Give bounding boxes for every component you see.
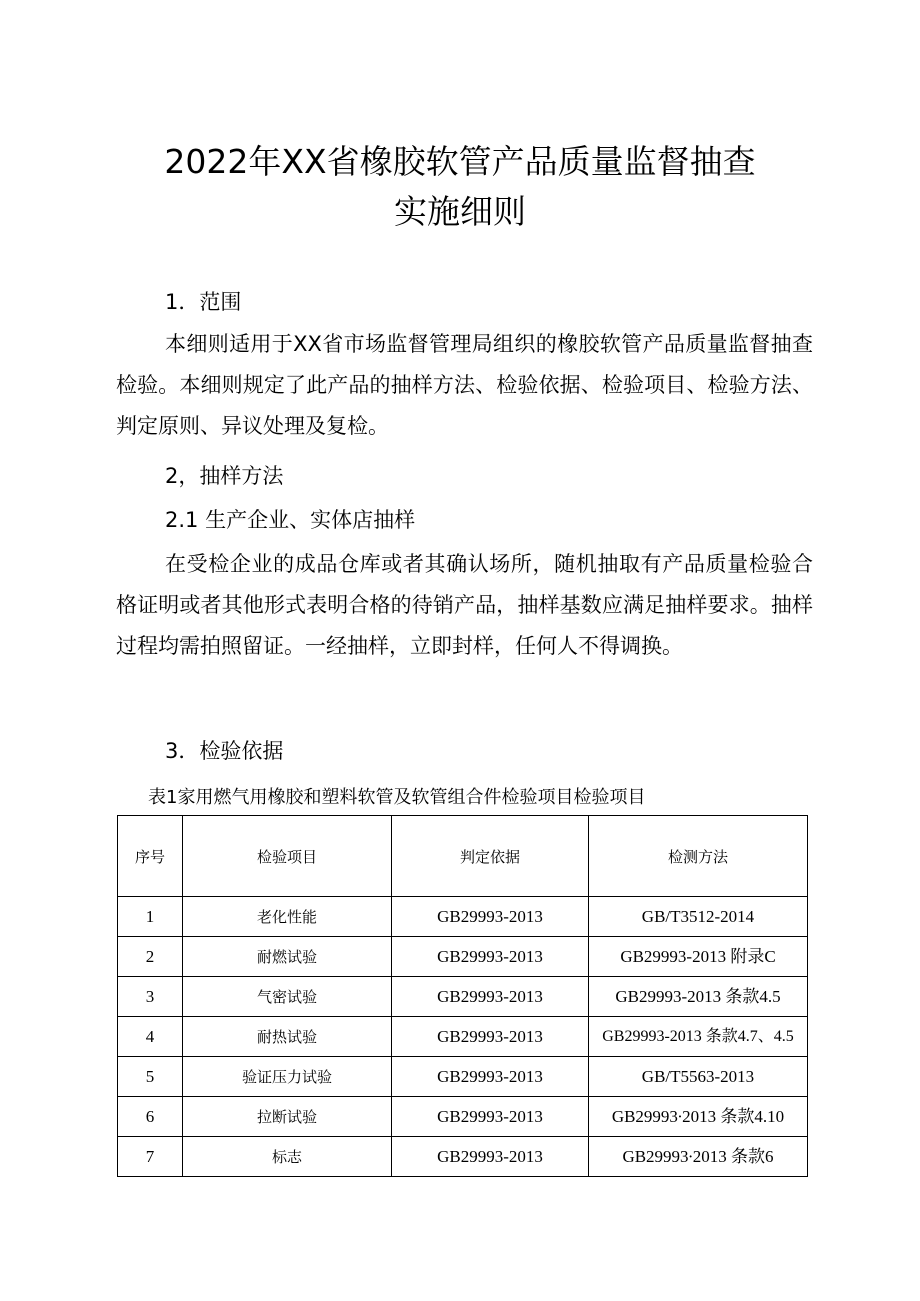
section-2-1-heading: 2.1 生产企业、实体店抽样	[165, 508, 416, 532]
table-row	[118, 1017, 808, 1057]
cell-item: 验证压力试验	[183, 1057, 392, 1097]
cell-basis: GB29993-2013	[392, 937, 589, 977]
section-3-heading: 3．检验依据	[165, 739, 284, 763]
cell-no: 5	[118, 1057, 183, 1097]
table-row	[118, 977, 808, 1017]
table-row	[118, 1137, 808, 1177]
section-1-body: 本细则适用于XX省市场监督管理局组织的橡胶软管产品质量监督抽查检验。本细则规定了此产品的抽样方法、检验依据、检验项目、检验方法、判定原则、异议处理及复检。	[116, 332, 813, 438]
cell-basis: GB29993-2013	[392, 897, 589, 937]
cell-basis: GB29993-2013	[392, 1017, 589, 1057]
cell-basis: GB29993-2013	[392, 1097, 589, 1137]
cell-basis: GB29993-2013	[392, 977, 589, 1017]
document-subtitle: 实施细则	[394, 192, 526, 231]
cell-item: 拉断试验	[183, 1097, 392, 1137]
cell-no: 2	[118, 937, 183, 977]
cell-no: 6	[118, 1097, 183, 1137]
header-basis: 判定依据	[392, 816, 589, 897]
cell-item: 耐燃试验	[183, 937, 392, 977]
table-header-row	[118, 816, 808, 897]
cell-item: 标志	[183, 1137, 392, 1177]
cell-item: 耐热试验	[183, 1017, 392, 1057]
cell-item: 气密试验	[183, 977, 392, 1017]
section-1-heading: 1．范围	[165, 290, 242, 314]
table-row	[118, 1097, 808, 1137]
cell-item: 老化性能	[183, 897, 392, 937]
cell-basis: GB29993-2013	[392, 1057, 589, 1097]
cell-basis: GB29993-2013	[392, 1137, 589, 1177]
cell-method: GB29993∙2013 条款4.10	[589, 1097, 808, 1137]
cell-no: 3	[118, 977, 183, 1017]
header-method: 检测方法	[589, 816, 808, 897]
document-title: 2022年XX省橡胶软管产品质量监督抽查	[164, 142, 756, 181]
cell-no: 7	[118, 1137, 183, 1177]
table-row	[118, 897, 808, 937]
table-caption: 表1家用燃气用橡胶和塑料软管及软管组合件检验项目检验项目	[148, 787, 646, 808]
cell-method: GB/T5563-2013	[589, 1057, 808, 1097]
inspection-table	[117, 815, 808, 1177]
header-no: 序号	[118, 816, 183, 897]
header-item: 检验项目	[183, 816, 392, 897]
table-row	[118, 937, 808, 977]
cell-no: 1	[118, 897, 183, 937]
table-row	[118, 1057, 808, 1097]
cell-method: GB29993-2013 条款4.7、4.5	[589, 1017, 808, 1057]
cell-method: GB29993-2013 条款4.5	[589, 977, 808, 1017]
cell-no: 4	[118, 1017, 183, 1057]
section-2-heading: 2，抽样方法	[165, 464, 284, 488]
section-2-1-body: 在受检企业的成品仓库或者其确认场所，随机抽取有产品质量检验合格证明或者其他形式表明合格的待销产品，抽样基数应满足抽样要求。抽样过程均需拍照留证。一经抽样，立即封样，任何人不得调换。	[116, 552, 813, 658]
cell-method: GB29993∙2013 条款6	[589, 1137, 808, 1177]
cell-method: GB/T3512-2014	[589, 897, 808, 937]
cell-method: GB29993-2013 附录C	[589, 937, 808, 977]
